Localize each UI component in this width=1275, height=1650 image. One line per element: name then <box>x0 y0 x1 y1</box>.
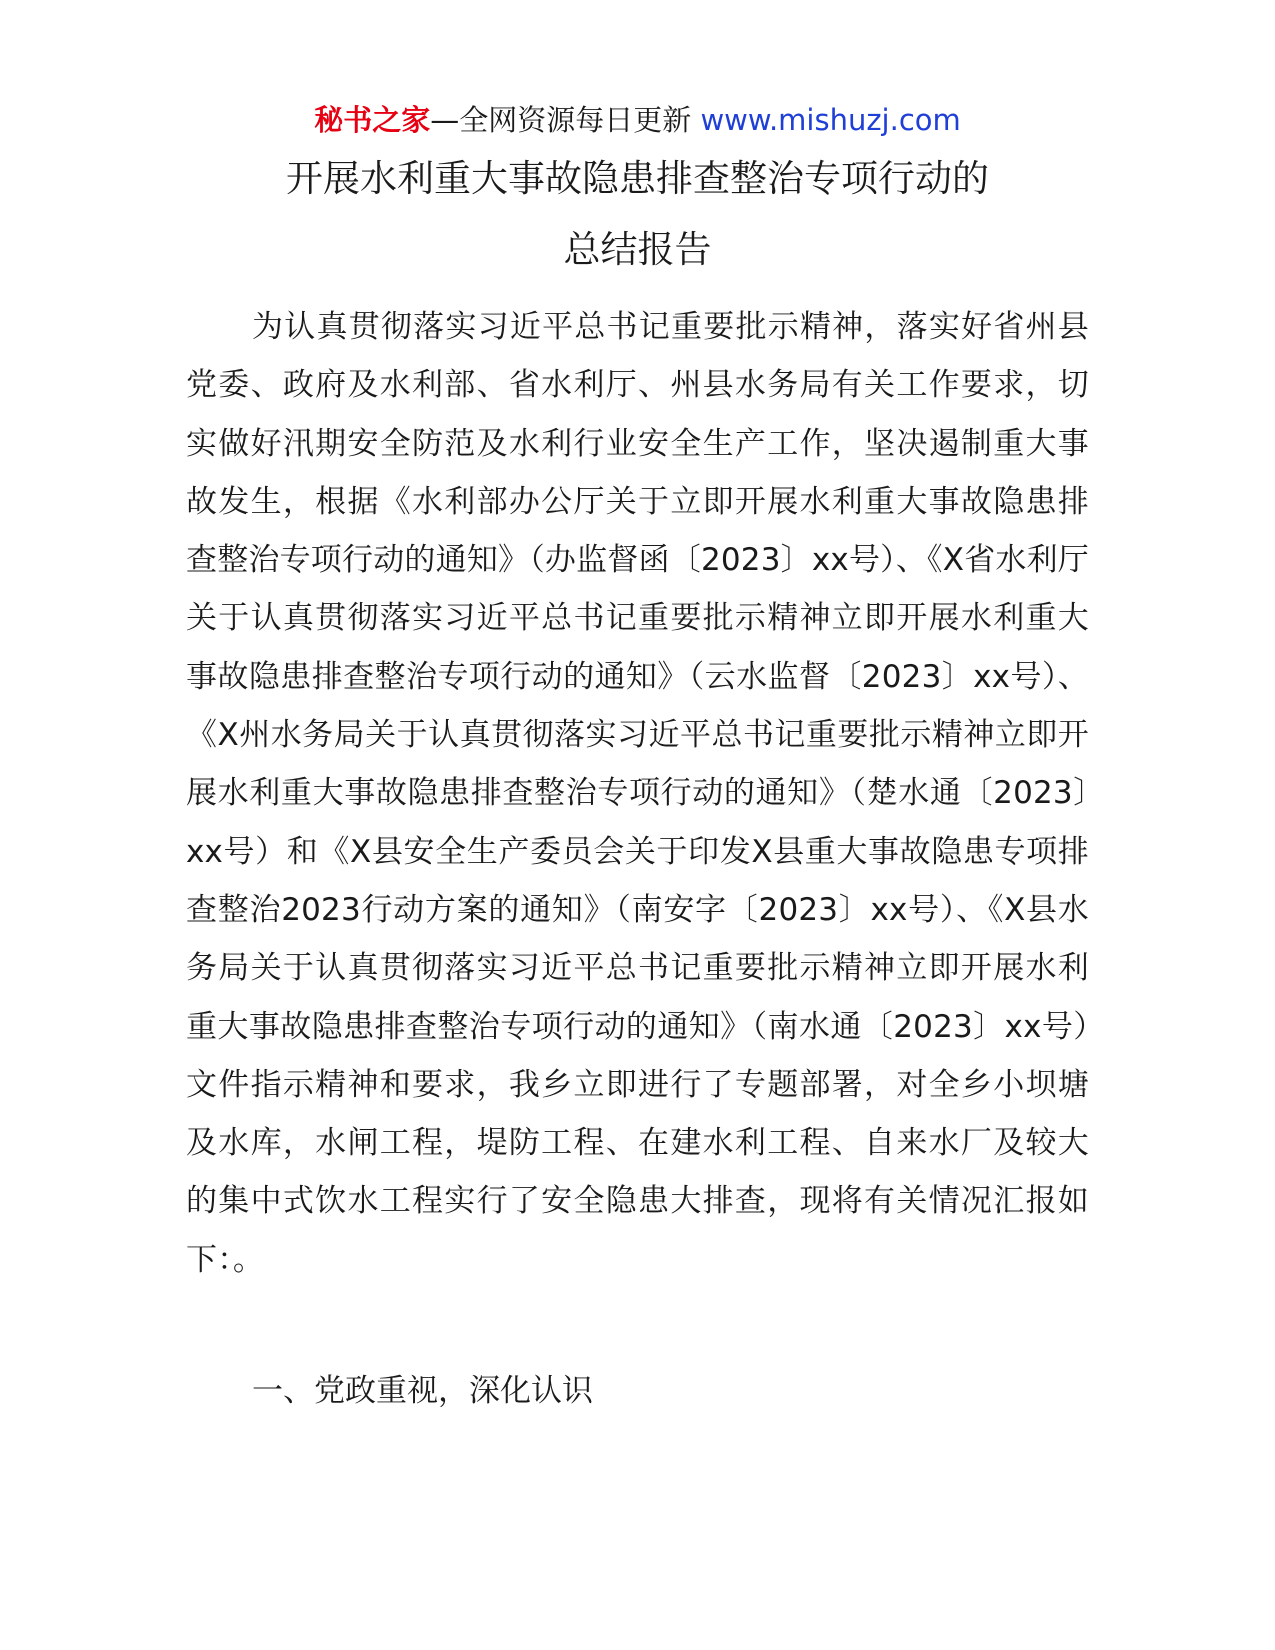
brand-name: 秘书之家 <box>314 103 431 137</box>
header-tagline: —全网资源每日更新 <box>430 103 701 137</box>
section-heading: 一、党政重视，深化认识 <box>252 1373 593 1409</box>
site-url-link[interactable]: www.mishuzj.com <box>700 103 961 137</box>
site-header <box>0 100 1275 140</box>
document-title-line-2: 总结报告 <box>563 228 712 271</box>
document-title-line-1: 开展水利重大事故隐患排查整治专项行动的 <box>286 157 989 200</box>
body-paragraph: 为认真贯彻落实习近平总书记重要批示精神，落实好省州县党委、政府及水利部、省水利厅、州县水务局有关工作要求，切实做好汛期安全防范及水利行业安全生产工作，坚决遏制重大事故发生，根据《水利部办公厅关于立即开展水利重大事故隐患排查整治专项行动的通知》（办监督函〔2023〕xx号）、《X省水利厅关于认真贯彻落实习近平总书记重要批示精神立即开展水利重大事故隐患排查整治专项行动的通知》（云水监督〔2023〕xx号）、《X州水务局关于认真贯彻落实习近平总书记重要批示精神立即开展水利重大事故隐患排查整治专项行动的通知》（楚水通〔2023〕xx号）和《X县安全生产委员会关于印发X县重大事故隐患专项排查整治2023行动方案的通知》（南安字〔2023〕xx号）、《X县水务局关于认真贯彻落实习近平总书记重要批示精神立即开展水利重大事故隐患排查整治专项行动的通知》（南水通〔2023〕xx号）文件指示精神和要求，我乡立即进行了专题部署，对全乡小坝塘及水库，水闸工程，堤防工程、在建水利工程、自来水厂及较大的集中式饮水工程实行了安全隐患大排查，现将有关情况汇报如下：。 <box>186 309 1089 1278</box>
